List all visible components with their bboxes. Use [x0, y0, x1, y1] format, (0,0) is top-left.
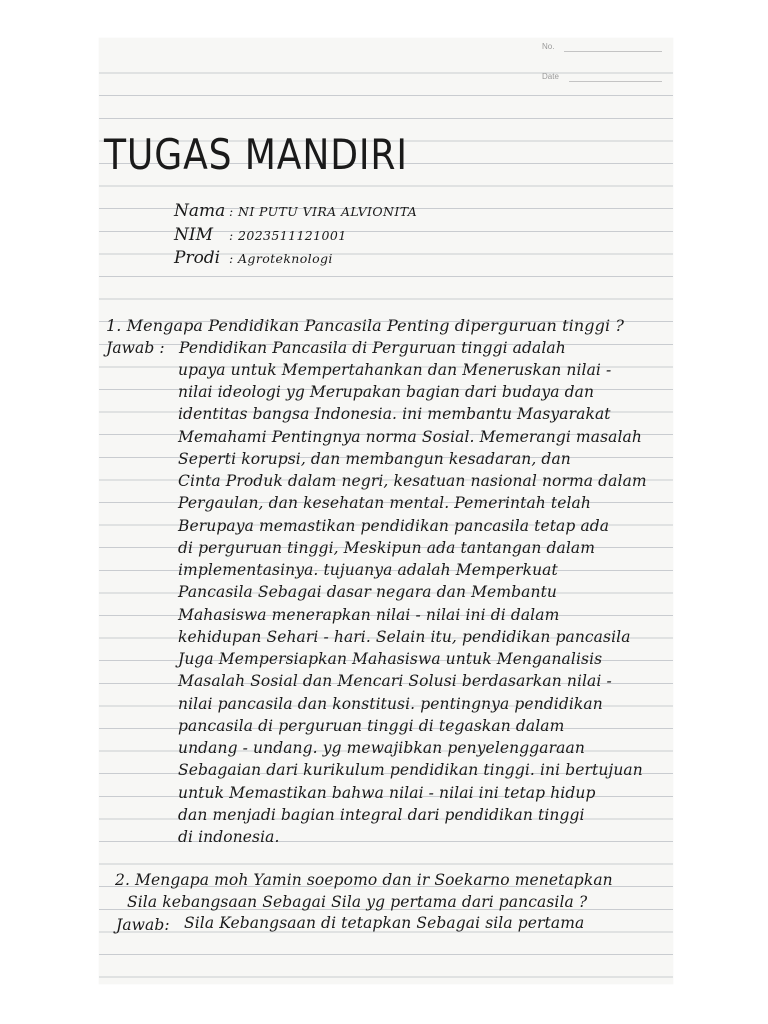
answer-1-line: Mahasiswa menerapkan nilai - nilai ini di dalam [178, 606, 560, 624]
answer-1-line: Pendidikan Pancasila di Perguruan tinggi adalah [179, 339, 566, 357]
answer-1-line: Cinta Produk dalam negri, kesatuan nasional norma dalam [178, 472, 647, 490]
question-1: 1. Mengapa Pendidikan Pancasila Penting diperguruan tinggi ? [106, 316, 625, 335]
answer-1-line: untuk Memastikan bahwa nilai - nilai ini tetap hidup [178, 784, 596, 802]
answer-1-label: Jawab : [106, 339, 165, 357]
answer-1-line: dan menjadi bagian integral dari pendidikan tinggi [178, 806, 585, 824]
answer-1-line: Juga Mempersiapkan Mahasiswa untuk Menganalisis [178, 650, 603, 668]
answer-1-line: nilai pancasila dan konstitusi. pentingnya pendidikan [178, 695, 603, 713]
answer-1-line: di indonesia. [178, 828, 280, 846]
answer-1-line: Sebagaian dari kurikulum pendidikan tinggi. ini bertujuan [178, 761, 643, 779]
nim-value: : 2023511121001 [229, 228, 347, 243]
no-line [564, 51, 662, 52]
name-label: Nama [174, 201, 226, 221]
name-row [174, 201, 417, 221]
answer-1-line: identitas bangsa Indonesia. ini membantu Masyarakat [178, 405, 611, 423]
no-label: No. [542, 42, 555, 51]
answer-1-line: Seperti korupsi, dan membangun kesadaran, dan [178, 450, 571, 468]
answer-1-line: nilai ideologi yg Merupakan bagian dari budaya dan [178, 383, 595, 401]
answer-1-line: upaya untuk Mempertahankan dan Meneruskan nilai - [178, 361, 612, 379]
answer-1-line: pancasila di perguruan tinggi di tegaskan dalam [178, 717, 565, 735]
question-2-line: 2. Mengapa moh Yamin soepomo dan ir Soekarno menetapkan [115, 871, 613, 889]
answer-2-line: Sila Kebangsaan di tetapkan Sebagai sila pertama [184, 914, 585, 932]
answer-1-line: Berupaya memastikan pendidikan pancasila tetap ada [178, 517, 610, 535]
name-value: : NI PUTU VIRA ALVIONITA [229, 204, 418, 219]
page-title: TUGAS MANDIRI [104, 130, 408, 179]
date-label: Date [542, 72, 559, 81]
answer-1-line: undang - undang. yg mewajibkan penyelenggaraan [178, 739, 585, 757]
answer-1-line: di perguruan tinggi, Meskipun ada tantangan dalam [178, 539, 596, 557]
answer-1-line: Pergaulan, dan kesehatan mental. Pemerintah telah [178, 494, 591, 512]
answer-1-line: Pancasila Sebagai dasar negara dan Membantu [178, 583, 557, 601]
nim-label: NIM [174, 225, 213, 245]
date-line [569, 81, 662, 82]
prodi-label: Prodi [174, 248, 221, 268]
answer-1-line: Masalah Sosial dan Mencari Solusi berdasarkan nilai - [178, 672, 612, 690]
answer-2-label: Jawab: [116, 916, 170, 934]
answer-1-line: implementasinya. tujuanya adalah Memperkuat [178, 561, 558, 579]
answer-1-line: Memahami Pentingnya norma Sosial. Memerangi masalah [178, 428, 642, 446]
prodi-value: : Agroteknologi [229, 251, 333, 266]
answer-1-line: kehidupan Sehari - hari. Selain itu, pendidikan pancasila [178, 628, 631, 646]
prodi-row [174, 248, 333, 268]
question-2-line: Sila kebangsaan Sebagai Sila yg pertama dari pancasila ? [127, 893, 588, 911]
notebook-page [99, 38, 673, 984]
nim-row [174, 225, 347, 245]
